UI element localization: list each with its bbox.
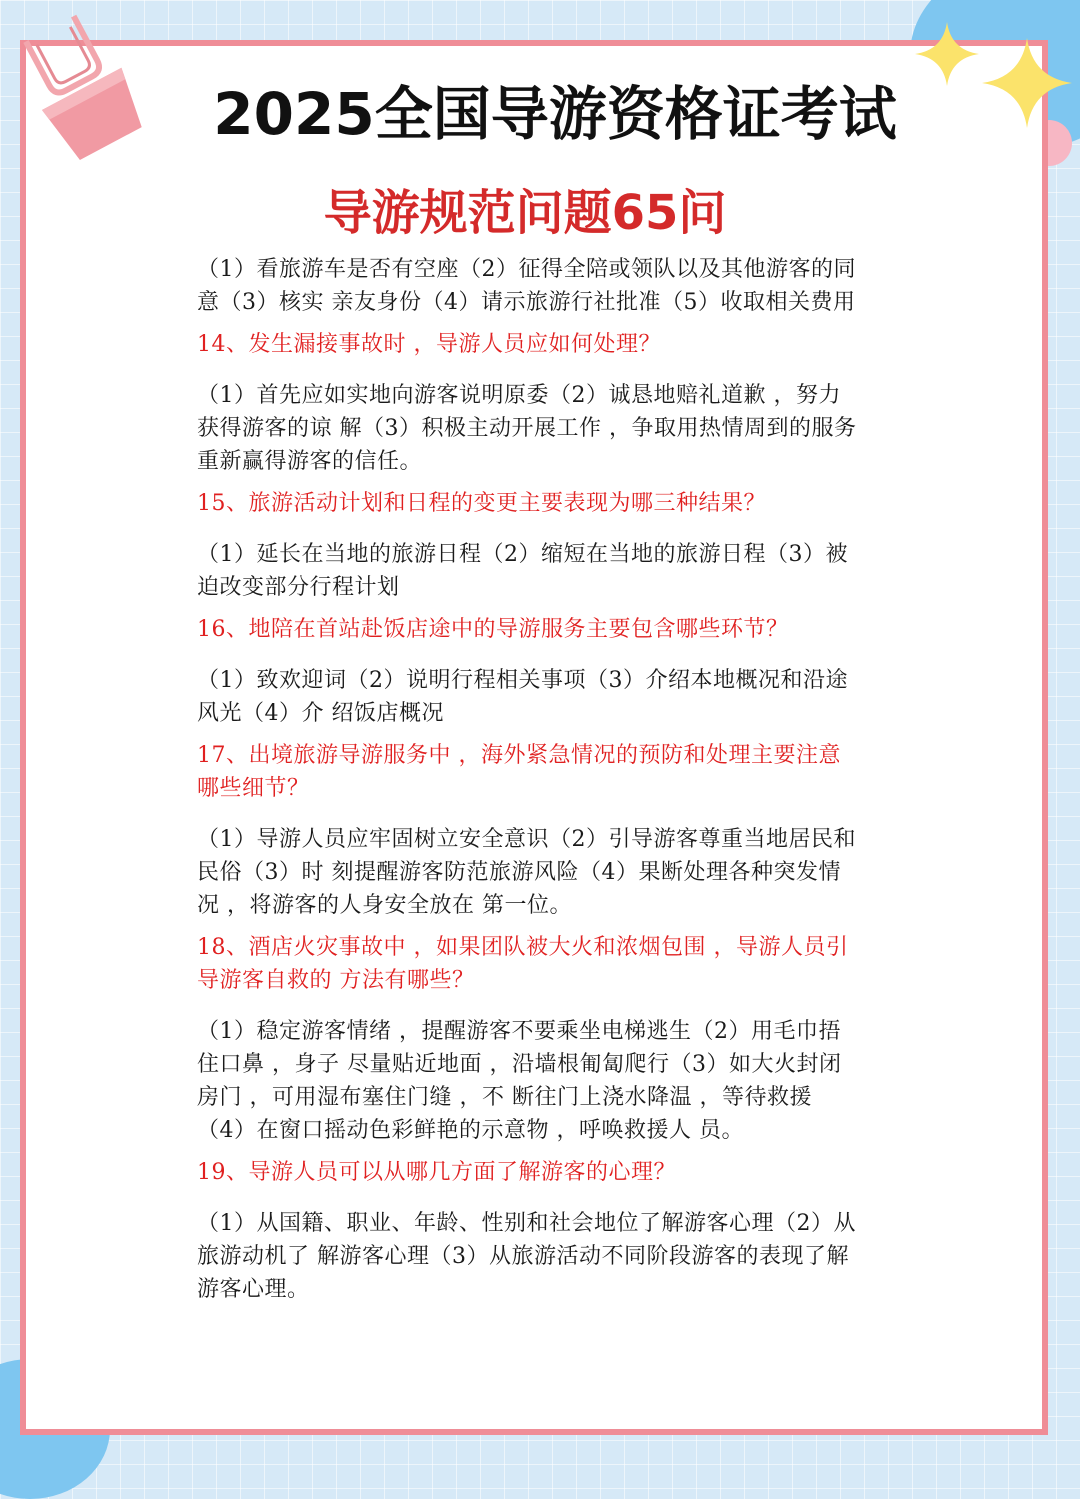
sparkle-icon-large bbox=[982, 38, 1072, 128]
answer-text: （1）从国籍、职业、年龄、性别和社会地位了解游客心理（2）从旅游动机了 解游客心理（3）从旅游活动不同阶段游客的表现了解游客心理。 bbox=[197, 1211, 856, 1302]
question-heading: 15、旅游活动计划和日程的变更主要表现为哪三种结果？ bbox=[197, 491, 766, 516]
binder-clip-icon bbox=[0, 0, 170, 190]
question-heading: 19、导游人员可以从哪几方面了解游客的心理？ bbox=[197, 1160, 676, 1185]
answer-text: （1）致欢迎词（2）说明行程相关事项（3）介绍本地概况和沿途风光（4）介 绍饭店概况 bbox=[197, 668, 848, 726]
question-heading: 14、发生漏接事故时 ，导游人员应如何处理？ bbox=[197, 332, 661, 357]
page-subtitle: 导游规范问题65问 bbox=[323, 185, 727, 241]
question-heading: 16、地陪在首站赴饭店途中的导游服务主要包含哪些环节？ bbox=[197, 617, 789, 642]
answer-text: （1）导游人员应牢固树立安全意识（2）引导游客尊重当地居民和民俗（3）时 刻提醒游客防范旅游风险（4）果断处理各种突发情况 ，将游客的人身安全放在 第一位。 bbox=[197, 827, 856, 918]
question-heading: 17、出境旅游导游服务中 ，海外紧急情况的预防和处理主要注意哪些细节？ bbox=[197, 743, 841, 801]
qa-list bbox=[197, 253, 857, 1306]
question-heading: 18、酒店火灾事故中 ，如果团队被大火和浓烟包围 ，导游人员引导游客自救的 方法有哪些？ bbox=[197, 935, 849, 993]
answer-text: （1）延长在当地的旅游日程（2）缩短在当地的旅游日程（3）被迫改变部分行程计划 bbox=[197, 542, 848, 600]
answer-text: （1）首先应如实地向游客说明原委（2）诚恳地赔礼道歉 ，努力获得游客的谅 解（3）积极主动开展工作 ，争取用热情周到的服务重新赢得游客的信任。 bbox=[197, 383, 857, 474]
answer-text: （1）看旅游车是否有空座（2）征得全陪或领队以及其他游客的同意（3）核实 亲友身份（4）请示旅游行社批准（5）收取相关费用 bbox=[197, 257, 856, 315]
page-title: 2025全国导游资格证考试 bbox=[213, 80, 897, 148]
sparkle-icon bbox=[915, 22, 979, 86]
answer-text: （1）稳定游客情绪 ，提醒游客不要乘坐电梯逃生（2）用毛巾捂住口鼻 ，身子 尽量贴近地面 ，沿墙根匍匐爬行（3）如大火封闭房门 ，可用湿布塞住门缝 ，不 断往门上浇水降温 ，等待救援（4）在窗口摇动色彩鲜艳的示意物 ，呼唤救援人 员。 bbox=[197, 1019, 842, 1143]
